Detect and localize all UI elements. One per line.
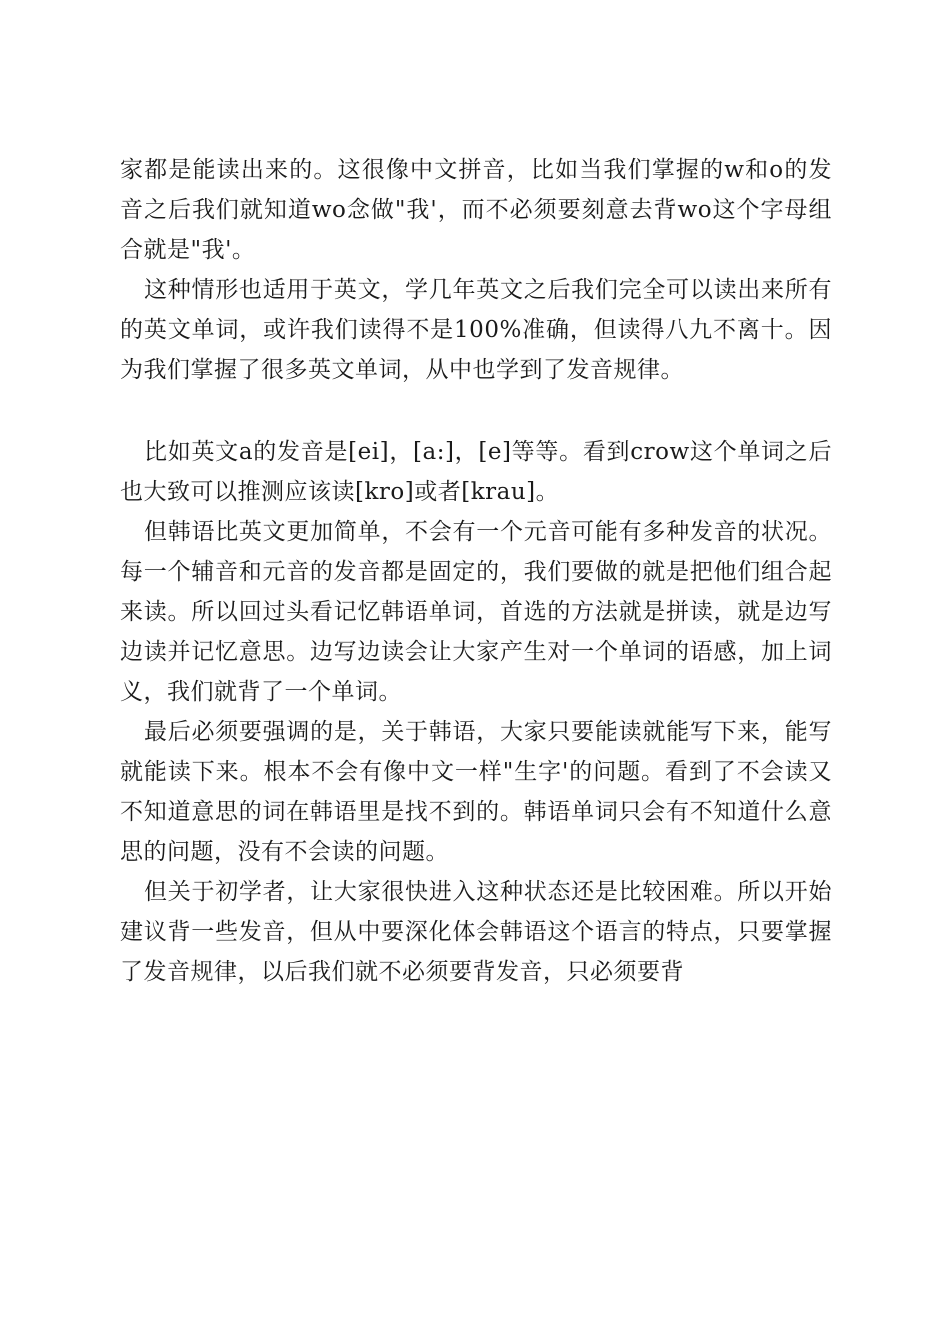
paragraph-gap <box>120 390 832 432</box>
paragraph-english-example: 比如英文a的发音是[ei]，[a:]，[e]等等。看到crow这个单词之后也大致可以推测应该读[kro]或者[krau]。 <box>120 439 832 505</box>
paragraph-emphasis: 最后必须要强调的是，关于韩语，大家只要能读就能写下来，能写就能读下来。根本不会有像中文一样"生字'的问题。看到了不会读又不知道意思的词在韩语里是找不到的。韩语单词只会有不知道什么意思的问题，没有不会读的问题。 <box>120 719 832 865</box>
document-body <box>120 150 832 992</box>
paragraph-english-analogy: 这种情形也适用于英文，学几年英文之后我们完全可以读出来所有的英文单词，或许我们读得不是100%准确，但读得八九不离十。因为我们掌握了很多英文单词，从中也学到了发音规律。 <box>120 277 832 383</box>
paragraph-continuation: 家都是能读出来的。这很像中文拼音，比如当我们掌握的w和o的发音之后我们就知道wo念做"我'，而不必须要刻意去背wo这个字母组合就是"我'。 <box>120 157 832 263</box>
paragraph-beginners: 但关于初学者，让大家很快进入这种状态还是比较困难。所以开始建议背一些发音，但从中要深化体会韩语这个语言的特点，只要掌握了发音规律，以后我们就不必须要背发音，只必须要背 <box>120 879 832 985</box>
paragraph-korean-simpler: 但韩语比英文更加简单，不会有一个元音可能有多种发音的状况。每一个辅音和元音的发音都是固定的，我们要做的就是把他们组合起来读。所以回过头看记忆韩语单词，首选的方法就是拼读，就是边写边读并记忆意思。边写边读会让大家产生对一个单词的语感，加上词义，我们就背了一个单词。 <box>120 519 832 705</box>
